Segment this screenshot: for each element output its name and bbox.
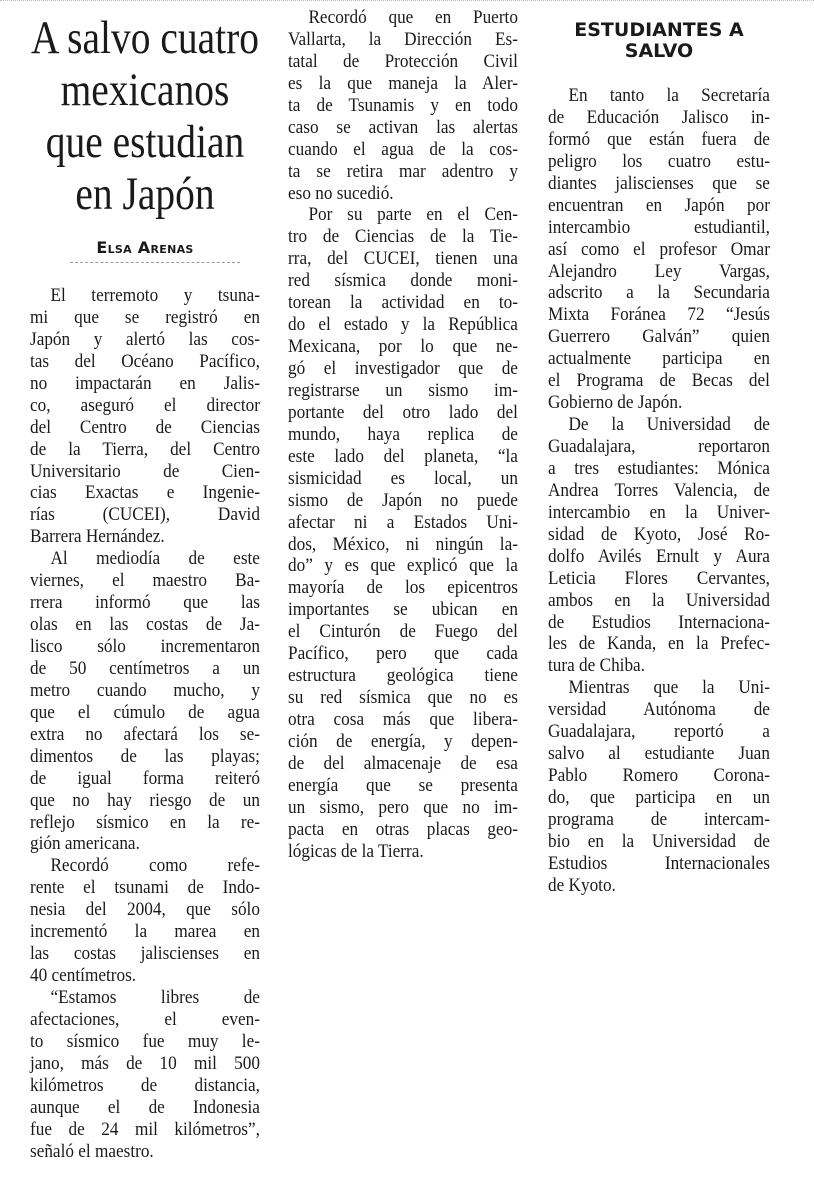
text-line: de Estudios Internaciona- (548, 612, 770, 633)
text-line: gión americana. (30, 834, 140, 855)
text-line: Universitario de Cien- (30, 461, 260, 482)
text-line: las costas jaliscienses en (30, 944, 260, 965)
text-line: de del almacenaje de esa (288, 753, 518, 774)
text-line: no impactarán en Jalis- (30, 373, 260, 394)
text-line: este lado del planeta, “la (288, 446, 518, 467)
text-line: kilómetros de distancia, (30, 1075, 260, 1096)
text-line: tro de Ciencias de la Tie- (288, 227, 518, 248)
text-line: Recordó como refe- (50, 856, 260, 877)
text-line: Recordó que en Puerto (308, 8, 518, 28)
text-line: Al mediodía de este (50, 549, 260, 570)
text-line: es la que maneja la Aler- (288, 73, 518, 94)
text-line: ta de Tsunamis y en todo (288, 95, 518, 116)
text-line: Mexicana, por lo que ne- (288, 337, 518, 358)
text-line: rente el tsunami de Indo- (30, 878, 260, 899)
headline-line: mexicanos (60, 64, 230, 116)
paragraph (288, 205, 518, 863)
text-line: reflejo sísmico en la re- (30, 812, 260, 833)
text-line: sismicidad es local, un (288, 468, 518, 489)
text-line: de la Tierra, del Centro (30, 439, 260, 460)
paragraph (548, 415, 770, 678)
paragraph (288, 8, 518, 205)
text-line: gó el investigador que de (288, 359, 518, 379)
article-column-2 (288, 8, 518, 864)
text-line: a tres estudiantes: Mónica (548, 458, 770, 479)
text-line: del Centro de Ciencias (30, 417, 260, 438)
headline-line: que estudian (45, 116, 245, 168)
text-line: afectaciones, el even- (30, 1009, 260, 1030)
text-line: de Educación Jalisco in- (548, 107, 770, 128)
text-line: do, que participa en un (548, 788, 770, 808)
text-line: de 50 centímetros a un (30, 658, 260, 679)
text-line: el Programa de Becas del (548, 371, 770, 392)
text-line: red sísmica donde moni- (288, 271, 518, 292)
text-line: peligro los cuatro estu- (548, 151, 770, 172)
text-line: de Kyoto. (548, 875, 616, 896)
text-line: mundo, haya replica de (288, 424, 518, 445)
text-line: actualmente participa en (548, 349, 770, 370)
text-line: nesia del 2004, que sólo (30, 900, 260, 921)
text-line: energía que se presenta (288, 775, 518, 796)
headline-line: A salvo cuatro (30, 12, 260, 64)
text-line: torean la actividad en to- (288, 293, 518, 314)
paragraph (548, 86, 770, 415)
text-line: eso no sucedió. (288, 183, 394, 204)
text-line: lógicas de la Tierra. (288, 841, 424, 862)
text-line: que no hay riesgo de un (30, 790, 260, 811)
text-line: do” y es que explicó que la (288, 556, 518, 577)
text-line: Vallarta, la Dirección Es- (288, 29, 518, 50)
text-line: rrera informó que las (30, 593, 260, 614)
text-line: ción de energía, y depen- (288, 731, 518, 752)
text-line: dos, México, ni ningún la- (288, 534, 518, 555)
text-line: importantes se ubican en (288, 600, 518, 621)
text-line: sismo de Japón no puede (288, 490, 518, 511)
text-line: Leticia Flores Cervantes, (548, 568, 770, 589)
text-line: encuentran en Japón por (548, 195, 770, 216)
text-line: un sismo, pero que no im- (288, 797, 518, 818)
text-line: extra no afectará los se- (30, 724, 260, 745)
text-line: intercambio en la Univer- (548, 502, 770, 523)
text-line: tatal de Protección Civil (288, 51, 518, 72)
text-line: Guadalajara, reportó a (548, 722, 770, 743)
text-line: sidad de Kyoto, José Ro- (548, 524, 770, 545)
text-line: co, aseguró el director (30, 395, 260, 416)
text-line: ta se retira mar adentro y (288, 161, 518, 182)
text-line: formó que están fuera de (548, 129, 770, 150)
text-line: Estudios Internacionales (548, 853, 770, 874)
text-line: jano, más de 10 mil 500 (30, 1053, 260, 1074)
paragraph (30, 856, 260, 988)
text-line: Guadalajara, reportaron (548, 437, 770, 457)
text-line: les de Kanda, en la Prefec- (548, 634, 770, 655)
text-line: Alejandro Ley Vargas, (548, 261, 770, 282)
byline: Elsa Arenas (96, 238, 194, 257)
text-line: El terremoto y tsuna- (50, 286, 260, 306)
headline-line: en Japón (75, 168, 215, 220)
text-line: dimentos de las playas; (30, 746, 260, 767)
text-line: De la Universidad de (568, 415, 770, 436)
text-line: to sísmico fue muy le- (30, 1031, 260, 1052)
text-line: Guerrero Galván” quien (548, 327, 770, 348)
text-line: registrarse un sismo im- (288, 380, 518, 401)
text-line: mi que se registró en (30, 307, 260, 328)
text-line: otra cosa más que libera- (288, 710, 518, 730)
text-line: estructura geológica tiene (288, 666, 518, 687)
text-line: lisco sólo incrementaron (30, 637, 260, 657)
text-line: que el cúmulo de agua (30, 702, 260, 723)
text-line: señaló el maestro. (30, 1141, 154, 1162)
text-line: Gobierno de Japón. (548, 393, 683, 414)
text-line: cuando el agua de la cos- (288, 139, 518, 160)
text-line: intercambio estudiantil, (548, 217, 770, 238)
text-line: diantes jaliscienses que se (548, 173, 770, 194)
text-line: olas en las costas de Ja- (30, 615, 260, 636)
byline-rule (70, 262, 240, 263)
scan-edge (0, 0, 814, 1)
text-line: tura de Chiba. (548, 656, 645, 677)
text-line: programa de intercam- (548, 809, 770, 830)
text-line: Pablo Romero Corona- (548, 766, 770, 787)
text-line: bio en la Universidad de (548, 831, 770, 852)
text-line: “Estamos libres de (50, 988, 260, 1008)
article-column-1 (30, 286, 260, 1164)
subheading-line: ESTUDIANTES A (574, 19, 744, 41)
paragraph (30, 549, 260, 856)
text-line: mayoría de los epicentros (288, 578, 518, 599)
text-line: versidad Autónoma de (548, 700, 770, 721)
text-line: caso se activan las alertas (288, 117, 518, 138)
text-line: así como el profesor Omar (548, 239, 770, 260)
text-line: Japón y alertó las cos- (30, 329, 260, 350)
paragraph (30, 286, 260, 549)
text-line: Andrea Torres Valencia, de (548, 480, 770, 501)
text-line: fue de 24 mil kilómetros”, (30, 1119, 260, 1140)
text-line: salvo al estudiante Juan (548, 744, 770, 765)
text-line: dolfo Avilés Ernult y Aura (548, 546, 770, 567)
text-line: 40 centímetros. (30, 966, 137, 987)
text-line: su red sísmica que no es (288, 688, 518, 709)
article-column-3 (548, 86, 770, 898)
text-line: adscrito a la Secundaria (548, 283, 770, 304)
text-line: de igual forma reiteró (30, 768, 260, 789)
text-line: metro cuando mucho, y (30, 680, 260, 701)
text-line: En tanto la Secretaría (568, 86, 770, 106)
text-line: el Cinturón de Fuego del (288, 622, 518, 643)
text-line: incrementó la marea en (30, 922, 260, 943)
text-line: Pacífico, pero que cada (288, 644, 518, 665)
paragraph (30, 988, 260, 1164)
text-line: aunque el de Indonesia (30, 1097, 260, 1118)
text-line: ambos en la Universidad (548, 590, 770, 611)
paragraph (548, 678, 770, 897)
text-line: tas del Océano Pacífico, (30, 351, 260, 372)
text-line: Mixta Foránea 72 “Jesús (548, 305, 770, 326)
text-line: Mientras que la Uni- (568, 678, 770, 699)
text-line: Por su parte en el Cen- (308, 205, 518, 226)
text-line: viernes, el maestro Ba- (30, 571, 260, 592)
subheading (548, 20, 770, 62)
text-line: rra, del CUCEI, tienen una (288, 249, 518, 270)
headline (0, 12, 290, 220)
text-line: rías (CUCEI), David (30, 505, 260, 526)
text-line: pacta en otras placas geo- (288, 819, 518, 840)
text-line: cias Exactas e Ingenie- (30, 483, 260, 504)
text-line: do el estado y la República (288, 315, 518, 336)
text-line: portante del otro lado del (288, 402, 518, 423)
text-line: Barrera Hernández. (30, 527, 165, 548)
text-line: afectar ni a Estados Uni- (288, 512, 518, 533)
subheading-line: SALVO (624, 40, 694, 62)
